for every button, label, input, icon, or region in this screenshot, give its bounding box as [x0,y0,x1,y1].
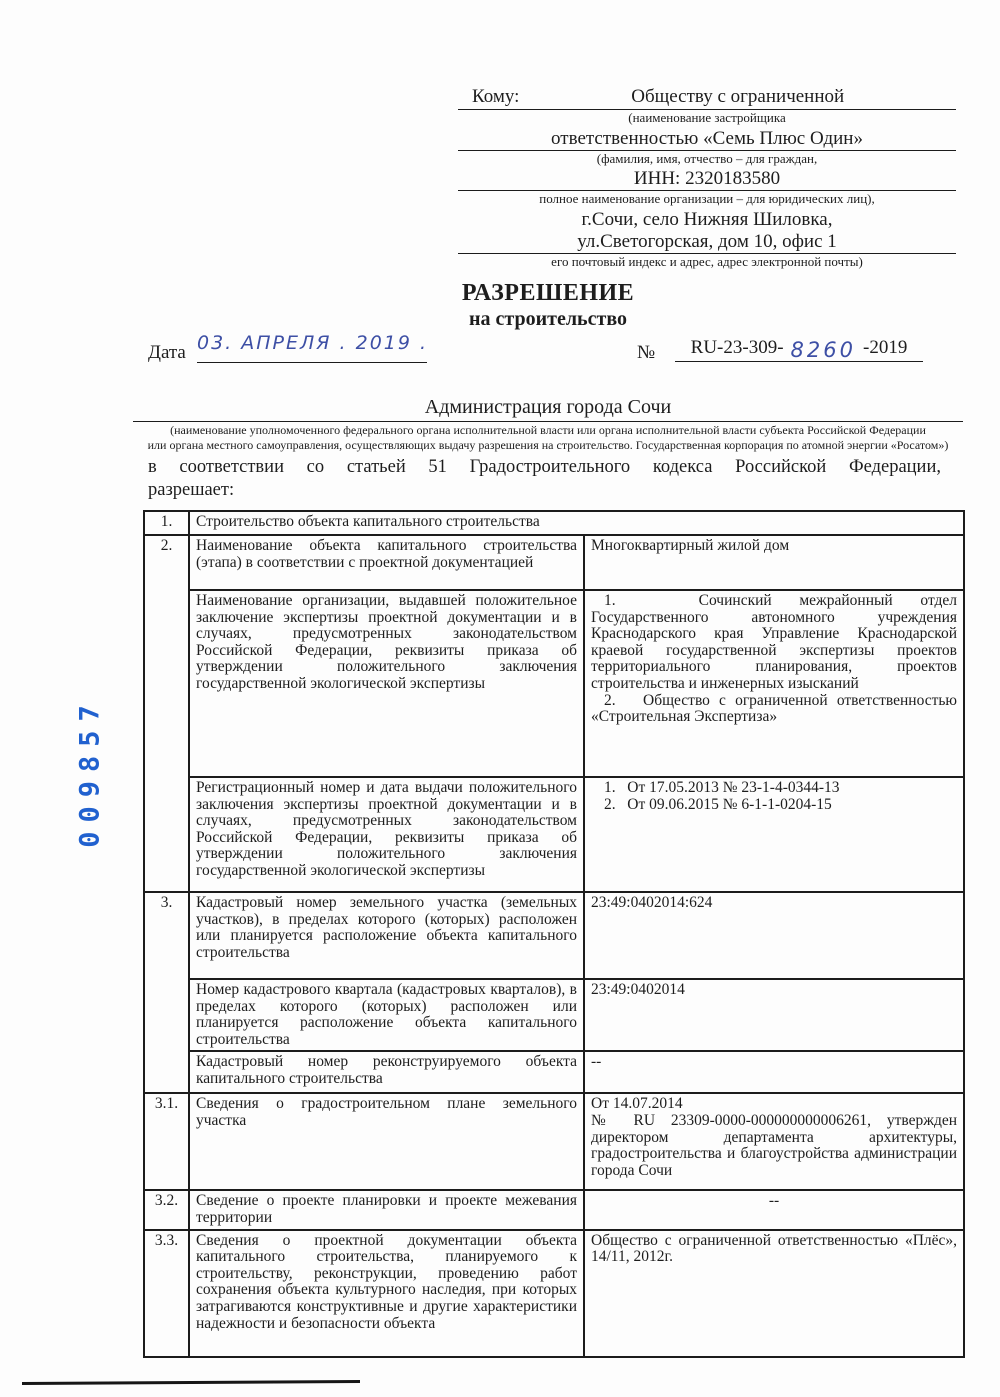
row-value [584,590,964,777]
addressee-hint-2: (фамилия, имя, отчество – для граждан, [596,150,818,166]
row-value-line: От 14.07.2014 [591,1095,683,1113]
date-handwritten-value: 03. АПРЕЛЯ . 2019 . [197,332,427,363]
row-value-line: -- [591,1053,602,1071]
table-row [144,590,964,777]
row-label: Сведения о проектной документации объекта капитального строительства, планируемого к строительству, реконструкции, проведению работ сохранения объекта культурного наследия, при которых затрагиваются конструктивные и другие характеристики надежности и безопасности объекта [189,1230,584,1357]
row-value [584,1190,964,1229]
row-value-line: № RU 23309-0000-000000000006261, утвержден директором департамента архитектуры, градостроительства и благоустройства администрации города Сочи [591,1111,958,1179]
table-row [144,1190,964,1229]
row-value-line: Многоквартирный жилой дом [591,537,790,554]
row-number: 2. [144,535,189,892]
row-value [584,979,964,1051]
addressee-name-part1: Обществу с ограниченной [631,86,845,107]
row-value-line: -- [768,1192,780,1210]
scan-artifact-line [22,1380,360,1385]
addressee-line-1 [458,86,956,110]
table-row [144,979,964,1051]
permit-table [143,510,965,1358]
row-label: Наименование организации, выдавшей положительное заключение экспертизы проектной документации и в случаях, предусмотренных законодательством Российской Федерации, реквизиты приказа об утверждении положительного заключения государственной экологической экспертизы [189,590,584,777]
row-value-line: 1. От 17.05.2013 № 23-1-4-0344-13 [604,779,840,796]
stamp-number: 009857 [74,696,106,848]
row-value-line: 1. Сочинский межрайонный отдел Государственного автономного учреждения Краснодарского края Управление Краснодарской краевой государственной экспертизы проектов территориального планирования, проектов строительства и инженерных изысканий [591,592,958,692]
row-value-line: 23:49:0402014:624 [591,894,713,911]
authority-hint-line2: или органа местного самоуправления, осуществляющих выдачу разрешения на строительство. Государственная корпорация по атомной энергии «Росатом») [147,438,949,453]
intro-line2: разрешает: [148,479,235,500]
row-value [584,1093,964,1190]
row-label: Наименование объекта капитального строительства (этапа) в соответствии с проектной документацией [189,535,584,590]
kom-label: Кому: [472,86,520,107]
permit-number-prefix: RU-23-309- [690,337,784,358]
row-value-line: 2. От 09.06.2015 № 6-1-1-0204-15 [604,795,832,813]
permit-table-body [144,511,964,1357]
addressee-address-part2: ул.Светогорская, дом 10, офис 1 [458,231,956,254]
row-number: 3.1. [144,1093,189,1190]
document-title-block [133,280,963,331]
row-value-line: Общество с ограниченной ответственностью «Плёс», 14/11, 2012г. [591,1231,958,1266]
permit-number-suffix: -2019 [863,337,908,358]
row-value [584,777,964,892]
date-label: Дата [148,342,186,363]
permit-number [675,332,923,362]
row-label: Номер кадастрового квартала (кадастровых кварталов), в пределах которого (которых) расположен или планируется расположение объекта капитального строительства [189,979,584,1051]
row-label: Кадастровый номер земельного участка (земельных участков), в пределах которого (которых) расположен или планируется расположение объекта капитального строительства [189,892,584,979]
document-subtitle: на строительство [469,308,627,330]
table-row [144,535,964,590]
row-value-line: 2. Общество с ограниченной ответственностью «Строительная Экспертиза» [591,691,958,726]
intro-paragraph [148,456,941,501]
document-title: РАЗРЕШЕНИЕ [461,280,635,306]
addressee-hint-4: его почтовый индекс и адрес, адрес электронной почты) [551,254,863,270]
row-value [584,535,964,590]
authority-hint-line1: (наименование уполномоченного федерального органа исполнительной власти или органа исполнительной власти субъекта Российской Федерации [170,423,926,437]
row-label: Сведение о проекте планировки и проекте межевания территории [189,1190,584,1229]
authority-name: Администрация города Сочи [133,396,963,422]
table-row [144,1230,964,1357]
table-row [144,1093,964,1190]
authority-block [133,396,963,452]
table-row [144,892,964,979]
table-row [144,777,964,892]
row-label: Сведения о градостроительном плане земельного участка [189,1093,584,1190]
row-value [584,892,964,979]
row-value [584,1051,964,1093]
table-row [144,1051,964,1093]
row-number: 3.2. [144,1190,189,1229]
addressee-name-part2: ответственностью «Семь Плюс Один» [458,128,956,151]
row-label: Регистрационный номер и дата выдачи положительного заключения экспертизы проектной документации и в случаях, предусмотренных законодательством Российской Федерации, реквизиты приказа об утверждении положительного заключения государственной экологической экспертизы [189,777,584,892]
addressee-hint-1: (наименование застройщика [628,110,786,126]
date-number-row [148,332,963,370]
addressee-address-part1: г.Сочи, село Нижняя Шиловка, [581,208,833,230]
row-number: 1. [144,511,189,535]
addressee-inn: ИНН: 2320183580 [458,168,956,191]
intro-line1: в соответствии со статьей 51 Градостроительного кодекса Российской Федерации, [148,457,941,477]
permit-number-handwritten: 8260 [790,338,856,362]
addressee-block [458,86,956,272]
number-label: № [637,342,656,363]
row-label: Строительство объекта капитального строительства [189,511,964,535]
row-label: Кадастровый номер реконструируемого объекта капитального строительства [189,1051,584,1093]
row-value-line: 23:49:0402014 [591,981,685,998]
row-number: 3. [144,892,189,1093]
table-row [144,511,964,535]
row-value [584,1230,964,1357]
row-number: 3.3. [144,1230,189,1357]
addressee-hint-3: полное наименование организации – для юридических лиц), [539,191,875,207]
